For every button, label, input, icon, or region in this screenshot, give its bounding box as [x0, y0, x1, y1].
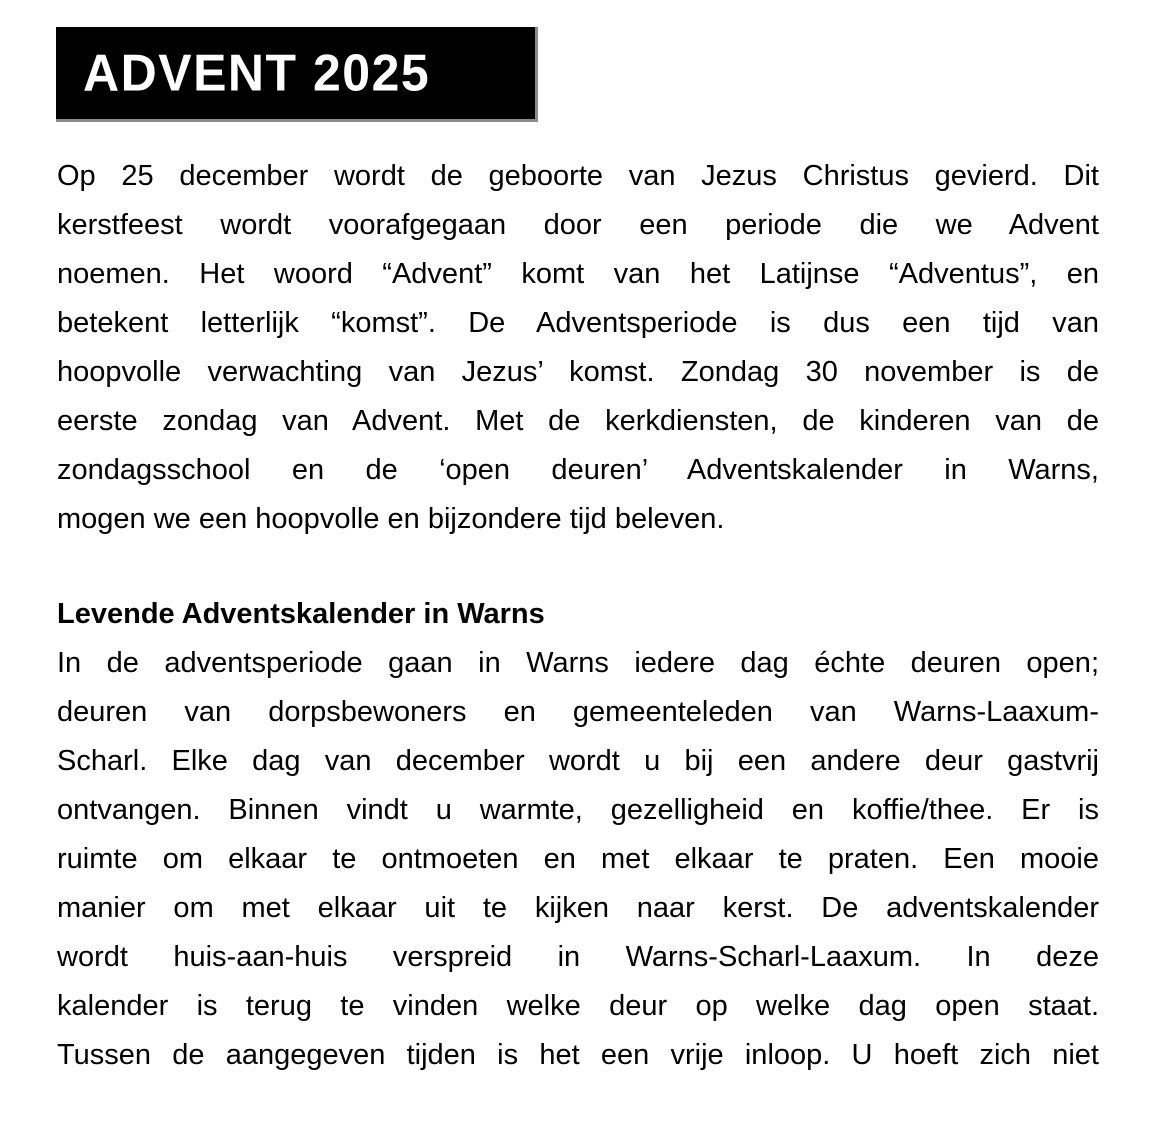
- text-line: betekent letterlijk “komst”. De Adventsperiode is dus een tijd van: [57, 307, 1099, 339]
- text-line: kerstfeest wordt voorafgegaan door een periode die we Advent: [57, 209, 1099, 241]
- text-line: In de adventsperiode gaan in Warns iedere dag échte deuren open;: [57, 647, 1099, 679]
- text-line: wordt huis-aan-huis verspreid in Warns-Scharl-Laaxum. In deze: [57, 941, 1099, 973]
- text-line: mogen we een hoopvolle en bijzondere tijd beleven.: [57, 503, 725, 535]
- document-title: ADVENT 2025: [83, 43, 431, 103]
- section-heading: Levende Adventskalender in Warns: [57, 598, 545, 630]
- text-line: ontvangen. Binnen vindt u warmte, gezelligheid en koffie/thee. Er is: [57, 794, 1099, 826]
- text-line: manier om met elkaar uit te kijken naar kerst. De adventskalender: [57, 892, 1099, 924]
- text-line: deuren van dorpsbewoners en gemeenteleden van Warns-Laaxum-: [57, 696, 1099, 728]
- intro-paragraph: [57, 152, 1099, 544]
- text-line: eerste zondag van Advent. Met de kerkdiensten, de kinderen van de: [57, 405, 1099, 437]
- text-line: noemen. Het woord “Advent” komt van het Latijnse “Adventus”, en: [57, 258, 1099, 290]
- title-banner: [56, 27, 538, 122]
- adventskalender-paragraph: [57, 639, 1099, 1080]
- text-line: zondagsschool en de ‘open deuren’ Adventskalender in Warns,: [57, 454, 1099, 486]
- paragraph-spacer: [57, 544, 1099, 590]
- text-line: kalender is terug te vinden welke deur op welke dag open staat.: [57, 990, 1099, 1022]
- text-line: Op 25 december wordt de geboorte van Jezus Christus gevierd. Dit: [57, 160, 1099, 192]
- text-line: Scharl. Elke dag van december wordt u bij een andere deur gastvrij: [57, 745, 1099, 777]
- text-line: Tussen de aangegeven tijden is het een vrije inloop. U hoeft zich niet: [57, 1039, 1099, 1071]
- text-line: hoopvolle verwachting van Jezus’ komst. Zondag 30 november is de: [57, 356, 1099, 388]
- text-line: ruimte om elkaar te ontmoeten en met elkaar te praten. Een mooie: [57, 843, 1099, 875]
- article-body: [57, 152, 1099, 1080]
